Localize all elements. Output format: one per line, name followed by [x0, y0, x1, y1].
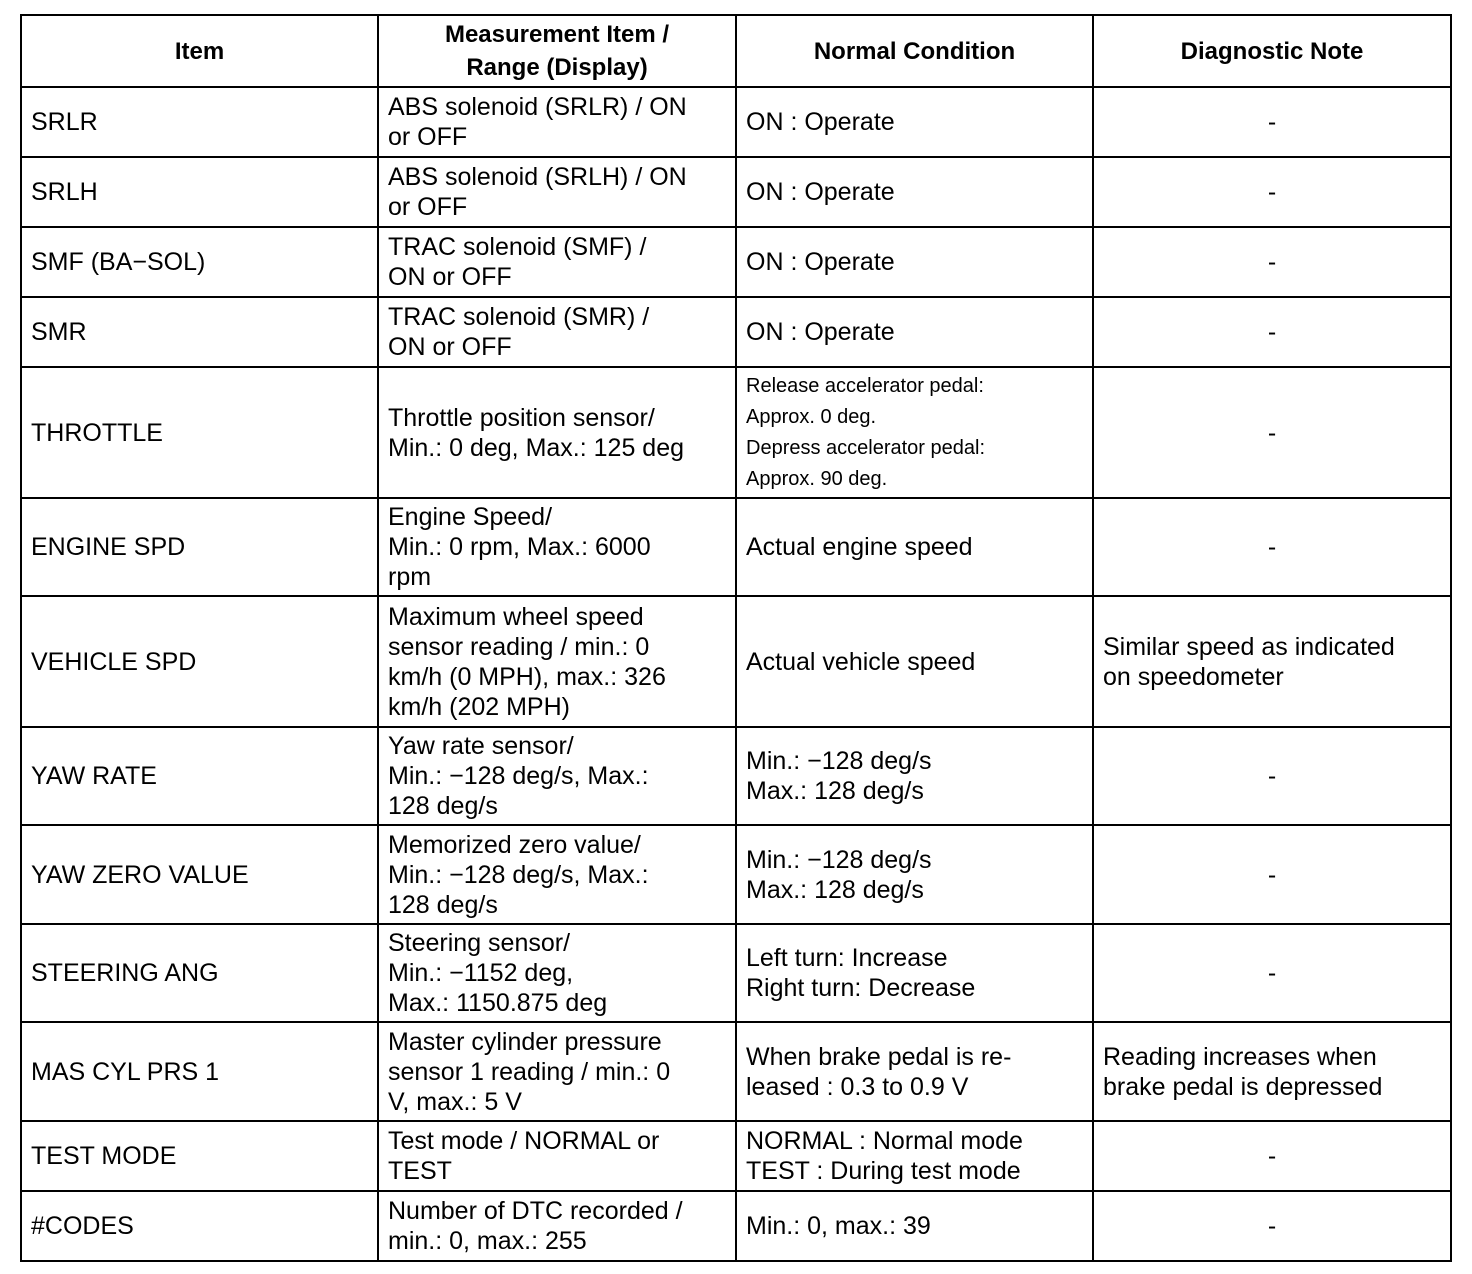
- measurement-cell-line: Test mode / NORMAL or: [388, 1127, 660, 1155]
- normal-condition-cell-line: leased : 0.3 to 0.9 V: [746, 1072, 969, 1101]
- header-measurement-line1: Measurement Item /: [444, 21, 670, 48]
- table-row: [21, 87, 1451, 157]
- measurement-cell: [378, 1022, 736, 1121]
- item-cell: SMF (BA−SOL): [21, 227, 378, 297]
- measurement-cell-line: TEST: [388, 1157, 452, 1185]
- measurement-cell-line: 128 deg/s: [388, 792, 498, 820]
- measurement-cell-line: ABS solenoid (SRLH) / ON: [388, 163, 687, 191]
- measurement-cell-line: or OFF: [388, 193, 468, 221]
- measurement-cell: [378, 596, 736, 727]
- measurement-cell-line: Min.: −128 deg/s, Max.:: [388, 860, 649, 889]
- diagnostic-note-cell: [1093, 227, 1451, 297]
- diagnostic-note-cell: [1093, 1191, 1451, 1261]
- normal-condition-cell: [736, 1121, 1093, 1191]
- diagnostic-note-cell: [1093, 367, 1451, 498]
- measurement-cell: [378, 87, 736, 157]
- table-row: [21, 367, 1451, 498]
- measurement-cell: [378, 924, 736, 1022]
- table-row: [21, 297, 1451, 367]
- item-cell: THROTTLE: [21, 367, 378, 498]
- item-cell: TEST MODE: [21, 1121, 378, 1191]
- normal-condition-cell-line: Approx. 90 deg.: [746, 467, 888, 490]
- table-row: [21, 157, 1451, 227]
- measurement-cell-line: Master cylinder pressure: [388, 1027, 662, 1056]
- normal-condition-cell: [736, 924, 1093, 1022]
- measurement-cell-line: min.: 0, max.: 255: [388, 1227, 587, 1255]
- measurement-cell-line: V, max.: 5 V: [388, 1087, 522, 1116]
- table-row: [21, 498, 1451, 596]
- normal-condition-cell-line: Depress accelerator pedal:: [746, 436, 986, 459]
- measurement-cell-line: Memorized zero value/: [388, 830, 641, 859]
- header-measurement-line2: Range (Display): [466, 54, 648, 81]
- measurement-cell-line: TRAC solenoid (SMF) /: [388, 233, 647, 261]
- measurement-cell: [378, 498, 736, 596]
- measurement-cell-line: ON or OFF: [388, 333, 512, 361]
- normal-condition-cell-line: ON : Operate: [746, 248, 895, 276]
- normal-condition-cell-line: ON : Operate: [746, 318, 895, 346]
- normal-condition-cell: [736, 87, 1093, 157]
- header-diagnostic-note: Diagnostic Note: [1093, 15, 1451, 87]
- normal-condition-cell-line: Min.: 0, max.: 39: [746, 1212, 931, 1240]
- header-normal-condition: Normal Condition: [736, 15, 1093, 87]
- item-cell: SRLR: [21, 87, 378, 157]
- measurement-cell-line: Min.: 0 deg, Max.: 125 deg: [388, 433, 685, 462]
- item-cell: VEHICLE SPD: [21, 596, 378, 727]
- normal-condition-cell-line: Min.: −128 deg/s: [746, 747, 932, 775]
- normal-condition-cell-line: ON : Operate: [746, 178, 895, 206]
- diagnostic-note-cell: [1093, 596, 1451, 727]
- item-cell: YAW RATE: [21, 727, 378, 825]
- measurement-cell-line: ON or OFF: [388, 263, 512, 291]
- measurement-cell: [378, 367, 736, 498]
- measurement-cell-line: Maximum wheel speed: [388, 602, 644, 631]
- table-row: [21, 1191, 1451, 1261]
- measurement-cell-line: TRAC solenoid (SMR) /: [388, 303, 650, 331]
- measurement-cell: [378, 227, 736, 297]
- diagnostic-note-cell-line: -: [1267, 533, 1277, 561]
- diagnostic-note-cell-line: -: [1267, 1142, 1277, 1170]
- normal-condition-cell-line: TEST : During test mode: [746, 1157, 1021, 1185]
- diagnostic-note-cell-line: Reading increases when: [1103, 1042, 1377, 1071]
- normal-condition-cell-line: Actual engine speed: [746, 533, 973, 561]
- measurement-cell: [378, 825, 736, 924]
- normal-condition-cell-line: Max.: 128 deg/s: [746, 777, 924, 805]
- diagnostic-note-cell: [1093, 727, 1451, 825]
- normal-condition-cell: [736, 1191, 1093, 1261]
- normal-condition-cell-line: Right turn: Decrease: [746, 974, 976, 1002]
- table-row: [21, 227, 1451, 297]
- normal-condition-cell: [736, 367, 1093, 498]
- measurement-cell-line: ABS solenoid (SRLR) / ON: [388, 93, 687, 121]
- normal-condition-cell: [736, 498, 1093, 596]
- data-list-table-container: [20, 14, 1452, 1262]
- item-cell: YAW ZERO VALUE: [21, 825, 378, 924]
- measurement-cell-line: Steering sensor/: [388, 929, 571, 957]
- normal-condition-cell: [736, 596, 1093, 727]
- diagnostic-note-cell-line: Similar speed as indicated: [1103, 632, 1395, 661]
- data-list-table: [20, 14, 1452, 1262]
- normal-condition-cell: [736, 825, 1093, 924]
- normal-condition-cell-line: Min.: −128 deg/s: [746, 845, 932, 874]
- header-item: Item: [21, 15, 378, 87]
- measurement-cell-line: Max.: 1150.875 deg: [388, 989, 608, 1017]
- table-row: [21, 825, 1451, 924]
- measurement-cell-line: Throttle position sensor/: [388, 403, 655, 432]
- measurement-cell-line: km/h (202 MPH): [388, 692, 570, 721]
- table-body: [21, 87, 1451, 1261]
- diagnostic-note-cell-line: -: [1267, 108, 1277, 136]
- item-cell: STEERING ANG: [21, 924, 378, 1022]
- measurement-cell: [378, 157, 736, 227]
- diagnostic-note-cell-line: -: [1267, 418, 1277, 447]
- diagnostic-note-cell-line: -: [1267, 318, 1277, 346]
- table-row: [21, 596, 1451, 727]
- diagnostic-note-cell-line: on speedometer: [1103, 662, 1284, 691]
- diagnostic-note-cell-line: -: [1267, 959, 1277, 987]
- measurement-cell-line: Min.: −128 deg/s, Max.:: [388, 762, 649, 790]
- diagnostic-note-cell-line: -: [1267, 860, 1277, 889]
- diagnostic-note-cell: [1093, 1121, 1451, 1191]
- normal-condition-cell-line: Release accelerator pedal:: [746, 374, 984, 397]
- measurement-cell-line: Min.: −1152 deg,: [388, 959, 574, 987]
- measurement-cell-line: Min.: 0 rpm, Max.: 6000: [388, 533, 651, 561]
- diagnostic-note-cell-line: brake pedal is depressed: [1103, 1072, 1383, 1101]
- diagnostic-note-cell: [1093, 87, 1451, 157]
- measurement-cell: [378, 727, 736, 825]
- table-row: [21, 727, 1451, 825]
- normal-condition-cell-line: ON : Operate: [746, 108, 895, 136]
- measurement-cell-line: rpm: [388, 563, 432, 591]
- item-cell: #CODES: [21, 1191, 378, 1261]
- measurement-cell-line: km/h (0 MPH), max.: 326: [388, 662, 666, 691]
- measurement-cell-line: Number of DTC recorded /: [388, 1197, 683, 1225]
- normal-condition-cell-line: Approx. 0 deg.: [746, 405, 877, 428]
- normal-condition-cell-line: When brake pedal is re-: [746, 1042, 1012, 1071]
- diagnostic-note-cell: [1093, 498, 1451, 596]
- normal-condition-cell: [736, 157, 1093, 227]
- header-measurement: [378, 15, 736, 87]
- normal-condition-cell-line: Max.: 128 deg/s: [746, 875, 924, 904]
- item-cell: SMR: [21, 297, 378, 367]
- measurement-cell-line: or OFF: [388, 123, 468, 151]
- diagnostic-note-cell: [1093, 157, 1451, 227]
- normal-condition-cell-line: NORMAL : Normal mode: [746, 1127, 1023, 1155]
- item-cell: MAS CYL PRS 1: [21, 1022, 378, 1121]
- measurement-cell: [378, 1191, 736, 1261]
- table-row: [21, 1121, 1451, 1191]
- diagnostic-note-cell: [1093, 825, 1451, 924]
- item-cell: SRLH: [21, 157, 378, 227]
- measurement-cell-line: sensor reading / min.: 0: [388, 632, 650, 661]
- normal-condition-cell: [736, 227, 1093, 297]
- normal-condition-cell: [736, 1022, 1093, 1121]
- normal-condition-cell-line: Actual vehicle speed: [746, 647, 976, 676]
- measurement-cell-line: 128 deg/s: [388, 890, 498, 919]
- normal-condition-cell: [736, 727, 1093, 825]
- diagnostic-note-cell-line: -: [1267, 178, 1277, 206]
- normal-condition-cell-line: Left turn: Increase: [746, 944, 948, 972]
- diagnostic-note-cell-line: -: [1267, 762, 1277, 790]
- diagnostic-note-cell-line: -: [1267, 248, 1277, 276]
- measurement-cell-line: Yaw rate sensor/: [388, 732, 574, 760]
- measurement-cell: [378, 1121, 736, 1191]
- normal-condition-cell: [736, 297, 1093, 367]
- header-row: [21, 15, 1451, 87]
- diagnostic-note-cell: [1093, 297, 1451, 367]
- table-row: [21, 924, 1451, 1022]
- diagnostic-note-cell-line: -: [1267, 1212, 1277, 1240]
- item-cell: ENGINE SPD: [21, 498, 378, 596]
- diagnostic-note-cell: [1093, 1022, 1451, 1121]
- measurement-cell: [378, 297, 736, 367]
- diagnostic-note-cell: [1093, 924, 1451, 1022]
- measurement-cell-line: sensor 1 reading / min.: 0: [388, 1057, 671, 1086]
- measurement-cell-line: Engine Speed/: [388, 503, 553, 531]
- table-row: [21, 1022, 1451, 1121]
